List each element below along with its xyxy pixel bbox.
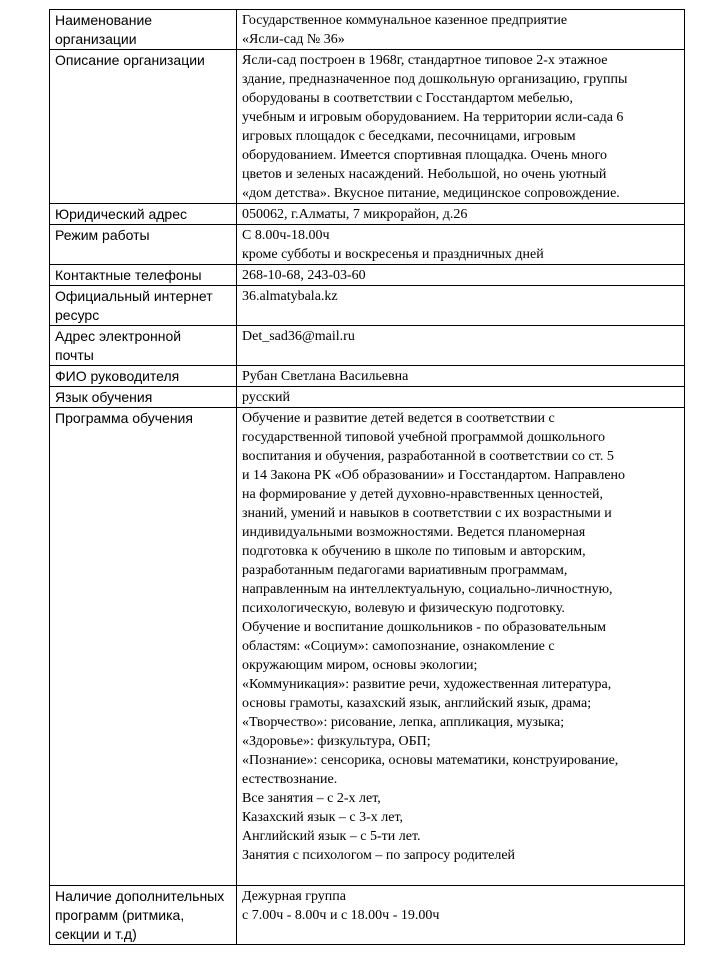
- row-value: [237, 204, 685, 225]
- text-line: окружающим миром, основы экологии;: [242, 658, 478, 673]
- text-line: с 7.00ч - 8.00ч и с 18.00ч - 19.00ч: [242, 908, 440, 923]
- text-line: оборудованием. Имеется спортивная площадка. Очень много: [242, 148, 607, 163]
- text-line: подготовка к обучению в школе по типовым и авторским,: [242, 544, 586, 559]
- text-line: Юридический адрес: [55, 206, 188, 222]
- text-line: Det_sad36@mail.ru: [242, 329, 355, 344]
- text-line: С 8.00ч-18.00ч: [242, 228, 330, 243]
- text-line: Обучение и воспитание дошкольников - по образовательным: [242, 620, 606, 635]
- row-value: [237, 326, 685, 366]
- text-line: русский: [242, 390, 291, 405]
- row-value: [237, 50, 685, 204]
- text-line: Казахский язык – с 3-х лет,: [242, 810, 404, 825]
- blank-line: [242, 865, 680, 885]
- text-line: оборудованы в соответствии с Госстандартом мебелью,: [242, 91, 574, 106]
- text-line: здание, предназначенное под дошкольную организацию, группы: [242, 72, 628, 87]
- text-line: разработанным педагогами вариативным программам,: [242, 563, 568, 578]
- row-value: [237, 387, 685, 408]
- text-line: игровых площадок с беседками, песочницами, игровым: [242, 129, 576, 144]
- row-value: [237, 886, 685, 945]
- organization-info-table: [49, 9, 685, 945]
- text-line: государственной типовой учебной программой дошкольного: [242, 430, 605, 445]
- text-line: 36.almatybala.kz: [242, 289, 338, 304]
- text-line: «Познание»: сенсорика, основы математики, конструирование,: [242, 753, 619, 768]
- text-line: 268-10-68, 243-03-60: [242, 268, 366, 283]
- text-line: «Творчество»: рисование, лепка, аппликация, музыка;: [242, 715, 565, 730]
- row-value: [237, 10, 685, 50]
- text-line: на формирование у детей духовно-нравственных ценностей,: [242, 487, 604, 502]
- table-row-schedule: [50, 225, 685, 265]
- text-line: Государственное коммунальное казенное предприятие: [242, 13, 568, 28]
- text-line: индивидуальными возможностями. Ведется планомерная: [242, 525, 586, 540]
- table-row-director: [50, 366, 685, 387]
- row-label: [50, 886, 237, 945]
- text-line: организации: [55, 31, 137, 47]
- text-line: естествознание.: [242, 772, 338, 787]
- text-line: «Ясли-сад № 36»: [242, 32, 345, 47]
- text-line: 050062, г.Алматы, 7 микрорайон, д.26: [242, 207, 468, 222]
- row-label: [50, 366, 237, 387]
- text-line: Режим работы: [55, 227, 150, 243]
- row-label: [50, 326, 237, 366]
- row-value: [237, 366, 685, 387]
- text-line: Наличие дополнительных: [55, 888, 225, 904]
- text-line: Описание организации: [55, 52, 205, 68]
- text-line: «Здоровье»: физкультура, ОБП;: [242, 734, 431, 749]
- table-row-name: [50, 10, 685, 50]
- table-row-description: [50, 50, 685, 204]
- text-line: Обучение и развитие детей ведется в соответствии с: [242, 411, 555, 426]
- text-line: Ясли-сад построен в 1968г, стандартное типовое 2-х этажное: [242, 53, 608, 68]
- row-label: [50, 286, 237, 326]
- text-line: Адрес электронной: [55, 328, 182, 344]
- text-line: Занятия с психологом – по запросу родителей: [242, 848, 516, 863]
- text-line: секции и т.д): [55, 926, 137, 942]
- text-line: и 14 Закона РК «Об образовании» и Госстандартом. Направлено: [242, 468, 626, 483]
- row-label: [50, 408, 237, 886]
- text-line: Все занятия – с 2-х лет,: [242, 791, 381, 806]
- row-label: [50, 225, 237, 265]
- text-line: Английский язык – с 5-ти лет.: [242, 829, 421, 844]
- text-line: Рубан Светлана Васильевна: [242, 369, 409, 384]
- row-label: [50, 265, 237, 286]
- table-row-program: [50, 408, 685, 886]
- text-line: почты: [55, 347, 94, 363]
- text-line: ФИО руководителя: [55, 368, 180, 384]
- text-line: ресурс: [55, 307, 100, 323]
- text-line: Дежурная группа: [242, 889, 347, 904]
- table-row-phones: [50, 265, 685, 286]
- table-row-website: [50, 286, 685, 326]
- row-value: [237, 265, 685, 286]
- table-row-legal-address: [50, 204, 685, 225]
- text-line: «Коммуникация»: развитие речи, художественная литература,: [242, 677, 612, 692]
- text-line: воспитания и обучения, разработанной в соответствии со ст. 5: [242, 449, 614, 464]
- text-line: Язык обучения: [55, 389, 153, 405]
- table-row-email: [50, 326, 685, 366]
- row-value: [237, 408, 685, 886]
- table-row-additional-programs: [50, 886, 685, 945]
- text-line: основы грамоты, казахский язык, английский язык, драма;: [242, 696, 592, 711]
- text-line: психологическую, волевую и физическую подготовку.: [242, 601, 565, 616]
- row-label: [50, 204, 237, 225]
- text-line: Контактные телефоны: [55, 267, 202, 283]
- text-line: знаний, умений и навыков в соответствии с их возрастными и: [242, 506, 612, 521]
- row-value: [237, 286, 685, 326]
- text-line: Программа обучения: [55, 410, 193, 426]
- table-row-language: [50, 387, 685, 408]
- text-line: кроме субботы и воскресенья и праздничных дней: [242, 247, 544, 262]
- text-line: областям: «Социум»: самопознание, ознакомление с: [242, 639, 555, 654]
- text-line: учебным и игровым оборудованием. На территории ясли-сада 6: [242, 110, 624, 125]
- text-line: цветов и зеленых насаждений. Небольшой, но очень уютный: [242, 167, 607, 182]
- row-value: [237, 225, 685, 265]
- text-line: программ (ритмика,: [55, 907, 185, 923]
- text-line: «дом детства». Вкусное питание, медицинское сопровождение.: [242, 186, 620, 201]
- text-line: Наименование: [55, 12, 153, 28]
- text-line: Официальный интернет: [55, 288, 213, 304]
- row-label: [50, 10, 237, 50]
- text-line: направленным на интеллектуальную, социально-личностную,: [242, 582, 613, 597]
- row-label: [50, 387, 237, 408]
- row-label: [50, 50, 237, 204]
